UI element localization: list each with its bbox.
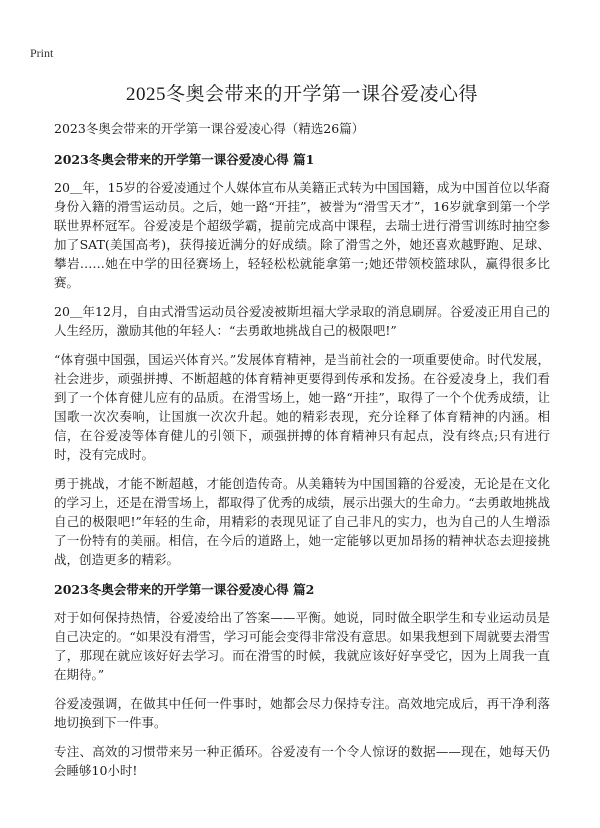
paragraph: “体育强中国强，国运兴体育兴。”发展体育精神，是当前社会的一项重要使命。时代发展，社会进步，顽强拼搏、不断超越的体育精神更要得到传承和发扬。在谷爱凌身上，我们看到了一个体育健儿应有的品质。在滑雪场上，她一路“开挂”，取得了一个个优秀成绩，让国歌一次次奏响，让国旗一次次升起。她的精彩表现，充分诠释了体育精神的内涵。相信，在谷爱凌等体育健儿的引领下，顽强拼搏的体育精神只有起点，没有终点;只有进行时，没有完成时。 <box>54 352 550 462</box>
paragraph: 20＿年12月，自由式滑雪运动员谷爱凌被斯坦福大学录取的消息刷屏。谷爱凌正用自己的人生经历，激励其他的年轻人：“去勇敢地挑战自己的极限吧!” <box>54 304 550 338</box>
section-heading: 2023冬奥会带来的开学第一课谷爱凌心得 篇1 <box>54 152 315 167</box>
section-2 <box>54 580 550 780</box>
print-link[interactable]: Print <box>30 46 54 60</box>
paragraph: 20＿年，15岁的谷爱凌通过个人媒体宣布从美籍正式转为中国国籍，成为中国首位以华裔身份入籍的滑雪运动员。之后，她一路“开挂”，被誉为“滑雪天才”，16岁就拿到第一个学联世界杯冠军。谷爱凌是个超级学霸，提前完成高中课程，去瑞士进行滑雪训练时抽空参加了SAT(美国高考)，获得接近满分的好成绩。除了滑雪之外，她还喜欢越野跑、足球、攀岩……她在中学的田径赛场上，轻轻松松就能拿第一;她还带领校篮球队，赢得很多比赛。 <box>54 180 550 290</box>
document-subtitle: 2023冬奥会带来的开学第一课谷爱凌心得（精选26篇） <box>54 121 365 136</box>
paragraph: 专注、高效的习惯带来另一种正循环。谷爱凌有一个令人惊讶的数据——现在，她每天仍会睡够10小时! <box>54 744 550 778</box>
paragraph: 勇于挑战，才能不断超越，才能创造传奇。从美籍转为中国国籍的谷爱凌，无论是在文化的学习上，还是在滑雪场上，都取得了优秀的成绩，展示出强大的生命力。“去勇敢地挑战自己的极限吧!”年轻的生命，用精彩的表现见证了自己非凡的实力，也为自己的人生增添了一份特有的美丽。相信，在今后的道路上，她一定能够以更加昂扬的精神状态去迎接挑战，创造更多的精彩。 <box>54 476 550 567</box>
section-1 <box>54 150 550 569</box>
paragraph: 对于如何保持热情，谷爱凌给出了答案——平衡。她说，同时做全职学生和专业运动员是自己决定的。“如果没有滑雪，学习可能会变得非常没有意思。如果我想到下周就要去滑雪了，那现在就应该好好去学习。而在滑雪的时候，我就应该好好享受它，因为上周我一直在期待。” <box>54 610 550 682</box>
document-title: 2025冬奥会带来的开学第一课谷爱凌心得 <box>125 84 478 105</box>
section-heading: 2023冬奥会带来的开学第一课谷爱凌心得 篇2 <box>54 582 315 597</box>
paragraph: 谷爱凌强调，在做其中任何一件事时，她都会尽力保持专注。高效地完成后，再干净利落地切换到下一件事。 <box>54 696 550 730</box>
